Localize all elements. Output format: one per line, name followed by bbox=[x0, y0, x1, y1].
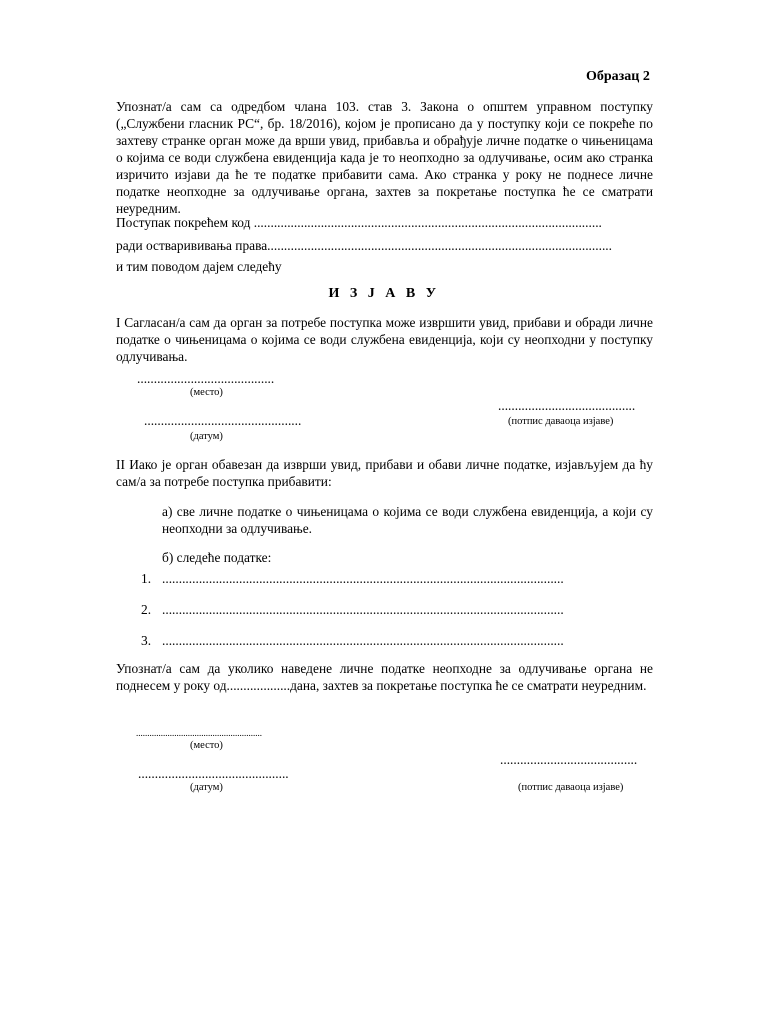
option-a: а) све личне податке о чињеницама о којима се води службена евиденција, а који су неопходни за одлучивање. bbox=[162, 504, 653, 536]
line-rights: ради остварививања права....................................................................................................... bbox=[116, 238, 612, 253]
signature-label-1: (потпис даваоца изјаве) bbox=[508, 416, 614, 427]
signature-dots-2: ......................................... bbox=[500, 752, 638, 767]
signature-dots-1: ......................................... bbox=[498, 398, 636, 413]
section-one: I Сагласан/а сам да орган за потребе поступка може извршити увид, прибави и обради личне податке о чињеницама о којима се води службена евиденција, који су неопходни у поступку одлучивања. bbox=[116, 315, 653, 364]
item-2-dots: ........................................................................................................................ bbox=[162, 602, 564, 617]
place-dots-2: ........................................................ bbox=[136, 728, 262, 738]
intro-paragraph: Упознат/а сам са одредбом члана 103. став 3. Закона о општем управном поступку („Службени гласник РС“, бр. 18/2016), којом је прописано да у поступку који се покреће по захтеву странке орган може да врши увид, прибавља и обрађује личне податке о чињеницама о којима се води службена евиденција када је то неопходно за одлучивање, осим ако странка изричито изјави да ће те податке прибавити сама. Ако странка у року не поднесе личне податке неопходне за одлучивање органа, захтев за покретање поступка ће се сматрати неуредним. bbox=[116, 99, 653, 216]
section-two: II Иако је орган обавезан да изврши увид, прибави и обави личне податке, изјављујем да ћу сам/а за потребе поступка прибавити: bbox=[116, 457, 653, 489]
line-occasion: и тим поводом дајем следећу bbox=[116, 259, 282, 274]
closing-paragraph: Упознат/а сам да уколико наведене личне податке неопходне за одлучивање органа не поднесем у року од...................дана, захтев за покретање поступка ће се сматрати неуредним. bbox=[116, 661, 653, 693]
item-2-number: 2. bbox=[141, 602, 152, 617]
date-label-2: (датум) bbox=[190, 782, 223, 793]
signature-label-2: (потпис даваоца изјаве) bbox=[518, 782, 624, 793]
statement-title: И З Ј А В У bbox=[328, 286, 440, 301]
item-1-number: 1. bbox=[141, 571, 152, 586]
line-procedure: Поступак покрећем код ........................................................................................................ bbox=[116, 215, 602, 230]
item-1-dots: ........................................................................................................................ bbox=[162, 571, 564, 586]
date-label-1: (датум) bbox=[190, 431, 223, 442]
place-label-2: (место) bbox=[190, 740, 223, 751]
item-3-dots: ........................................................................................................................ bbox=[162, 633, 564, 648]
option-b: б) следеће податке: bbox=[162, 550, 272, 565]
date-dots-1: ............................................... bbox=[144, 413, 302, 428]
item-3-number: 3. bbox=[141, 633, 152, 648]
date-dots-2: ............................................. bbox=[138, 766, 289, 781]
form-number: Образац 2 bbox=[586, 69, 650, 84]
place-label-1: (место) bbox=[190, 387, 223, 398]
place-dots-1: ......................................... bbox=[137, 371, 275, 386]
